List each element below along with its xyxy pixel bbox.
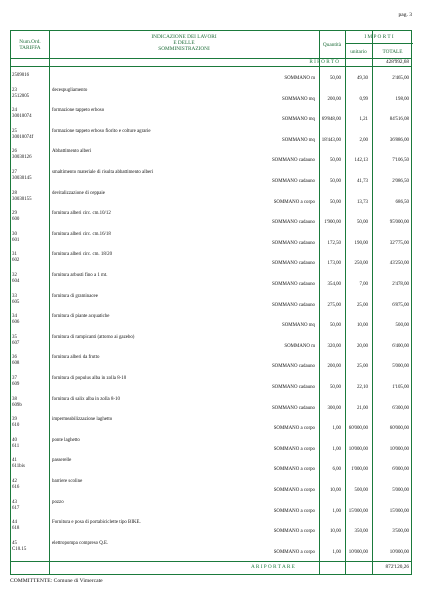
row-unit: SOMMANO a corpo (273, 488, 315, 493)
row-total: 10'000,00 (389, 446, 409, 452)
row-quantity: 1,00 (332, 446, 341, 452)
table-row (11, 129, 411, 144)
row-unit: SOMMANO cadauno (271, 364, 315, 370)
table-row (11, 149, 411, 164)
table-row (11, 191, 411, 206)
row-unit-price: 350,00 (354, 529, 368, 535)
row-description: formazione tappeto erboso (52, 108, 105, 114)
header-tariffa: TARIFFA (19, 45, 41, 51)
row-num: 32 (12, 273, 17, 278)
row-quantity: 1,00 (332, 426, 341, 432)
row-quantity: 320,00 (327, 343, 341, 349)
row-unit: SOMMANO a corpo (273, 446, 315, 452)
row-total: 2'478,00 (392, 282, 409, 287)
row-unit-price: 13,73 (356, 199, 368, 205)
header-num-tariffa (11, 39, 49, 51)
row-description: ponte laghetto (52, 437, 80, 443)
row-unit-price: 22,10 (356, 385, 368, 390)
row-num: 43 (12, 499, 17, 505)
row-quantity: 275,00 (327, 302, 341, 308)
row-unit: SOMMANO cadauno (271, 385, 315, 390)
row-unit: SOMMANO cadauno (271, 220, 315, 226)
row-unit: SOMMANO cadauno (271, 261, 315, 267)
table-row (11, 108, 411, 123)
row-unit-price: 10'000,00 (348, 446, 368, 452)
row-unit: SOMMANO mq (281, 96, 315, 102)
header-num-ord: Num.Ord. (19, 39, 41, 45)
row-description: fornitura alberi circ. cm. 18/20 (52, 252, 113, 258)
row-unit-price: 25,00 (356, 364, 368, 370)
row-unit-price: 1'000,00 (351, 467, 368, 473)
header-quantita: Quantità (322, 42, 342, 48)
row-description: fornitura alberi da frutto (52, 355, 100, 361)
row-total: 686,50 (395, 199, 409, 205)
row-unit-price: 2,00 (359, 137, 368, 143)
row-unit-price: 10'000,00 (348, 549, 368, 555)
header-importi-rule (345, 43, 413, 44)
row-unit: SOMMANO a corpo (273, 529, 315, 535)
row-unit: SOMMANO mq (281, 323, 315, 329)
row-total: 2'086,50 (392, 179, 409, 184)
row-num: 37 (12, 376, 17, 381)
table-row (11, 232, 411, 247)
row-tariffa: 30030126 (12, 155, 32, 161)
table-row (11, 67, 411, 82)
row-num: 45 (12, 540, 17, 546)
row-quantity: 1,00 (332, 549, 341, 555)
header-desc-line1: INDICAZIONE DEI LAVORI (151, 34, 217, 40)
row-unit-price: 21,00 (356, 405, 368, 411)
row-unit-price: 49,30 (356, 76, 368, 81)
table-row (11, 355, 411, 370)
row-num: 40 (12, 437, 17, 443)
row-total: 10'000,00 (389, 549, 409, 555)
row-num: 31 (12, 252, 17, 258)
row-unit-price: 142,13 (354, 158, 368, 164)
row-tariffa: 610 (12, 423, 20, 429)
row-tariffa: 30030155 (12, 196, 32, 202)
row-num: 33 (12, 293, 17, 299)
row-description: formazione tappeto erboso fiorito e colture agrarie (52, 128, 151, 134)
row-total: 60'000,00 (389, 426, 409, 432)
row-quantity: 200,00 (327, 364, 341, 370)
row-num: 44 (12, 520, 17, 526)
row-num: 36 (12, 355, 17, 361)
row-unit-price: 25,00 (356, 302, 368, 308)
row-total: 2'465,00 (392, 76, 409, 81)
table-row (11, 273, 411, 288)
row-tariffa: 601 (12, 237, 20, 243)
table-header (11, 31, 411, 59)
row-quantity: 1,00 (332, 508, 341, 514)
row-tariffa: 611 (12, 443, 20, 449)
row-unit: SOMMANO mq (281, 117, 315, 123)
a-riportare-row (11, 561, 411, 574)
a-riportare-value: 872'120,26 (385, 564, 409, 570)
row-unit-price: 7,00 (359, 282, 368, 287)
row-num: 24 (12, 108, 17, 114)
row-tariffa: 604 (12, 279, 20, 284)
row-description: fornitura di graminacee (52, 293, 98, 299)
row-unit-price: 60'000,00 (348, 426, 368, 432)
row-quantity: 50,00 (329, 179, 341, 184)
row-unit-price: 10,00 (356, 323, 368, 329)
row-tariffa: 30030145 (12, 176, 32, 181)
row-tariffa: 30010074 (12, 114, 32, 120)
row-unit-price: 190,00 (354, 240, 368, 246)
row-tariffa: 600 (12, 217, 20, 223)
row-total: 6'000,00 (392, 467, 409, 473)
row-description: Abbattimento alberi (52, 149, 92, 155)
row-description: fornitura di rampicanti (attorno ai gazebo) (52, 334, 135, 340)
row-total: 1'105,00 (392, 385, 409, 390)
row-unit-price: 50,00 (356, 220, 368, 226)
table-body (11, 66, 411, 563)
row-unit-price: 15'000,00 (348, 508, 368, 514)
row-unit-price: 20,00 (356, 343, 368, 349)
row-num: 38 (12, 396, 17, 402)
table-row (11, 335, 411, 350)
row-unit-price: 500,00 (354, 488, 368, 493)
row-description: fornitura alberi circ. cm.10/12 (52, 211, 111, 217)
row-description: fornitura di populus alba in zolla 8-10 (52, 376, 127, 381)
row-num: 39 (12, 417, 17, 423)
row-tariffa: 609b (12, 402, 22, 408)
header-desc-line2: E DELLE (173, 40, 195, 46)
row-tariffa: 30010074f (12, 134, 34, 140)
row-total: 6'300,00 (392, 405, 409, 411)
row-quantity: 354,00 (327, 282, 341, 287)
row-total: 3'500,00 (392, 529, 409, 535)
row-description: fornitura alberi circ. cm.16/18 (52, 231, 111, 237)
row-quantity: 10,00 (329, 488, 341, 493)
row-quantity: 18'443,00 (321, 137, 341, 143)
row-description: elettropompa compreso Q.E. (52, 540, 109, 546)
header-desc-line3: SOMMINISTRAZIONI (158, 46, 210, 52)
row-total: 84'516,08 (389, 117, 409, 123)
row-quantity: 50,00 (329, 323, 341, 329)
row-unit: SOMMANO a corpo (273, 426, 315, 432)
row-description: barriere scoline (52, 479, 83, 484)
row-quantity: 50,00 (329, 199, 341, 205)
row-unit: SOMMANO mq (281, 137, 315, 143)
row-unit: SOMMANO a corpo (273, 508, 315, 514)
row-quantity: 173,00 (327, 261, 341, 267)
row-unit: SOMMANO a corpo (273, 199, 315, 205)
row-num: 29 (12, 211, 17, 217)
row-tariffa: 607 (12, 340, 20, 346)
header-importi: I M P O R T I (364, 34, 394, 40)
row-quantity: 172,50 (327, 240, 341, 246)
row-description: Fornitura e posa di portabiciclette tipo BIKE. (52, 520, 141, 526)
committente: COMMITTENTE: Comune di Vimercate (10, 578, 103, 584)
row-unit-price: 0,99 (359, 96, 368, 102)
row-unit: SOMMANO m (284, 343, 315, 349)
row-total: 6'400,00 (392, 343, 409, 349)
row-tariffa: 606 (12, 320, 20, 326)
table-row (11, 88, 411, 103)
row-quantity: 50,00 (329, 76, 341, 81)
row-num: 42 (12, 479, 17, 484)
row-total: 32'775,00 (389, 240, 409, 246)
row-total: 36'886,00 (389, 137, 409, 143)
row-num: 41 (12, 458, 17, 464)
row-description: decespugliamento (52, 87, 88, 93)
row-total: 43'250,00 (389, 261, 409, 267)
riporto-label: R I P O R T O (309, 58, 339, 65)
table-row (11, 376, 411, 391)
row-total: 198,00 (395, 96, 409, 102)
riporto-value: 428'992,68 (386, 58, 409, 65)
row-quantity: 6,00 (332, 467, 341, 473)
table-row (11, 520, 411, 535)
row-total: 5'000,00 (392, 488, 409, 493)
row-unit: SOMMANO cadauno (271, 158, 315, 164)
row-tariffa: 2512005 (12, 93, 30, 99)
row-unit: SOMMANO cadauno (271, 405, 315, 411)
row-num: 34 (12, 314, 17, 320)
row-num: 26 (12, 149, 17, 155)
row-quantity: 50,00 (329, 158, 341, 164)
row-unit: SOMMANO cadauno (271, 240, 315, 246)
table-row (11, 541, 411, 556)
row-quantity: 69'848,00 (321, 117, 341, 123)
row-tariffa: C10.15 (12, 546, 27, 552)
row-description: smaltimento materiale di risulta abbattimento alberi (52, 170, 154, 175)
row-tariffa: 617 (12, 505, 20, 511)
table-row (11, 252, 411, 267)
table-row (11, 438, 411, 453)
row-unit: SOMMANO cadauno (271, 179, 315, 184)
row-tariffa: 618 (12, 526, 20, 532)
row-quantity: 10,00 (329, 529, 341, 535)
row-description: passerelle (52, 458, 72, 464)
table-row (11, 294, 411, 309)
row-total: 6'875,00 (392, 302, 409, 308)
header-unitario: unitario (350, 49, 367, 55)
row-num: 35 (12, 334, 17, 340)
row-description: impermeabilizzazione laghetto (52, 417, 113, 423)
row-description: pozzo (52, 499, 64, 505)
row-description: devitalizzazione di ceppaie (52, 190, 105, 196)
table-row (11, 458, 411, 473)
row-unit: SOMMANO a corpo (273, 549, 315, 555)
row-unit: SOMMANO m (284, 76, 315, 81)
page-number: pag. 3 (398, 12, 412, 18)
row-quantity: 1'900,00 (324, 220, 341, 226)
table-row (11, 314, 411, 329)
row-tariffa: 605 (12, 299, 20, 305)
table-row (11, 479, 411, 494)
table-row (11, 500, 411, 515)
row-num: 25 (12, 128, 17, 134)
row-tariffa: 609 (12, 382, 20, 387)
row-total: 7'106,50 (392, 158, 409, 164)
row-total: 500,00 (395, 323, 409, 329)
header-description (49, 34, 319, 52)
table-row (11, 397, 411, 412)
row-total: 15'000,00 (389, 508, 409, 514)
row-tariffa: 602 (12, 258, 20, 264)
row-unit-price: 1,21 (359, 117, 368, 123)
row-tariffa: 608 (12, 361, 20, 367)
row-tariffa: 611bis (12, 464, 25, 470)
table-row (11, 417, 411, 432)
row-description: fornitura di piante acquatiche (52, 314, 110, 320)
row-description: fornitura arbusti fino a 1 mt. (52, 273, 108, 278)
row-description: fornitura di salix alba in zolla 8-10 (52, 396, 120, 402)
row-unit: SOMMANO cadauno (271, 302, 315, 308)
row-num: 23 (12, 87, 17, 93)
row-tariffa: 2509016 (12, 73, 30, 78)
header-totale: TOTALE (382, 49, 403, 55)
row-quantity: 50,00 (329, 385, 341, 390)
row-unit: SOMMANO cadauno (271, 282, 315, 287)
row-total: 95'000,00 (389, 220, 409, 226)
row-num: 30 (12, 231, 17, 237)
row-unit: SOMMANO a corpo (273, 467, 315, 473)
row-unit-price: 250,00 (354, 261, 368, 267)
a-riportare-label: A R I P O R T A R E (251, 564, 295, 570)
row-total: 5'000,00 (392, 364, 409, 370)
estimate-table (10, 30, 412, 575)
row-num: 28 (12, 190, 17, 196)
table-row (11, 170, 411, 185)
row-quantity: 300,00 (327, 405, 341, 411)
row-unit-price: 41,73 (356, 179, 368, 184)
row-tariffa: 616 (12, 485, 20, 490)
row-quantity: 200,00 (327, 96, 341, 102)
row-num: 27 (12, 170, 17, 175)
table-row (11, 211, 411, 226)
